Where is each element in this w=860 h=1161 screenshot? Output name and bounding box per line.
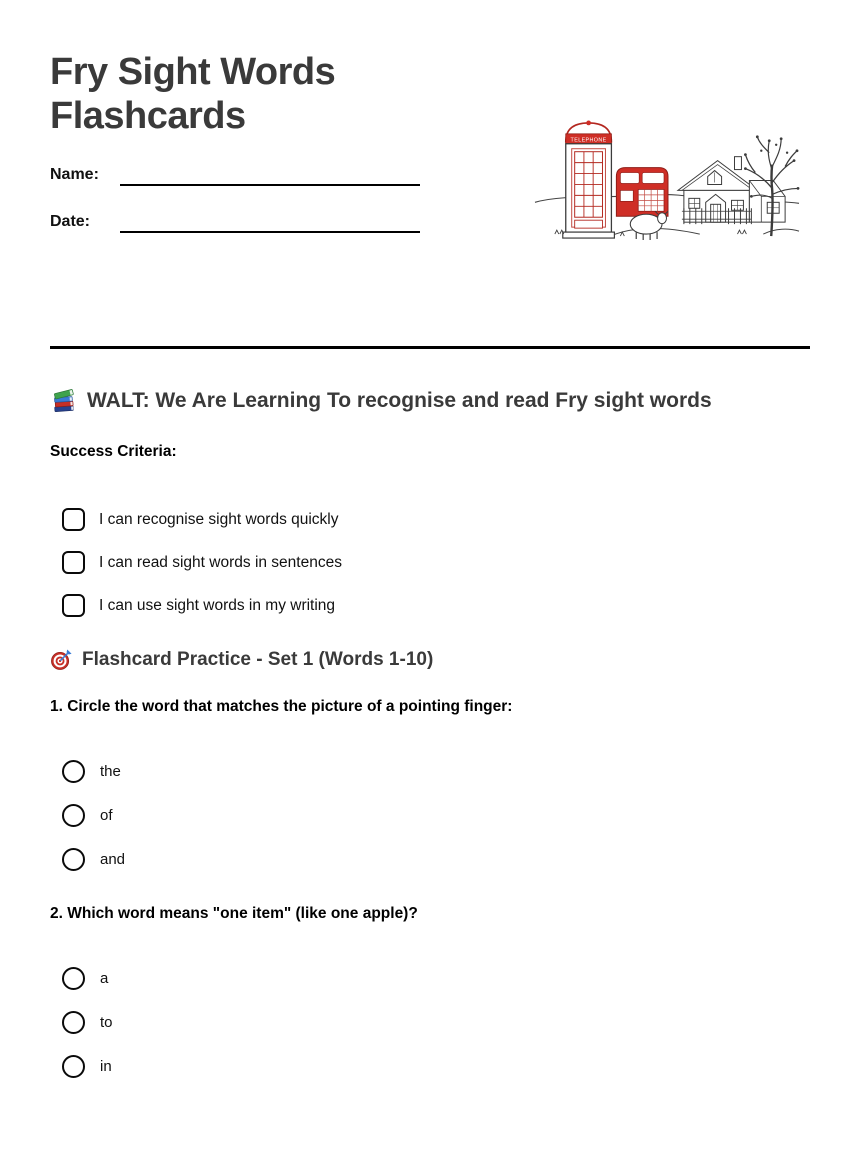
criteria-checkbox-2[interactable]: [62, 551, 85, 574]
telephone-sign-text: TELEPHONE: [570, 137, 607, 144]
telephone-box: [563, 121, 615, 239]
books-icon: [50, 387, 77, 414]
cottage-house: [678, 157, 785, 223]
q1-option-label-3: and: [100, 851, 126, 869]
name-label: Name:: [50, 166, 99, 184]
criteria-row: [62, 594, 810, 617]
option-row: [62, 848, 810, 871]
question-2-text: 2. Which word means "one item" (like one apple)?: [50, 905, 418, 923]
criteria-label-2: I can read sight words in sentences: [99, 553, 342, 571]
q1-option-label-1: the: [100, 763, 121, 781]
question-2-options: [62, 967, 810, 1078]
name-input-line[interactable]: [120, 164, 420, 186]
criteria-row: [62, 508, 810, 531]
q2-option-label-2: to: [100, 1014, 113, 1032]
q1-option-label-2: of: [100, 807, 113, 825]
option-row: [62, 804, 810, 827]
walt-heading: [50, 387, 810, 414]
red-bus: [616, 168, 668, 217]
section-divider: [50, 346, 810, 349]
name-field-row: [50, 164, 420, 186]
criteria-checkbox-3[interactable]: [62, 594, 85, 617]
village-scene-illustration: [533, 110, 801, 248]
option-row: [62, 1055, 810, 1078]
practice-heading-text: Flashcard Practice - Set 1 (Words 1-10): [82, 648, 434, 670]
walt-heading-text: WALT: We Are Learning To recognise and read Fry sight words: [87, 388, 712, 412]
criteria-label-3: I can use sight words in my writing: [99, 596, 336, 614]
date-input-line[interactable]: [120, 211, 420, 233]
q1-option-radio-1[interactable]: [62, 760, 85, 783]
criteria-checkbox-1[interactable]: [62, 508, 85, 531]
option-row: [62, 967, 810, 990]
q2-option-radio-1[interactable]: [62, 967, 85, 990]
q1-option-radio-3[interactable]: [62, 848, 85, 871]
option-row: [62, 1011, 810, 1034]
success-criteria-label: Success Criteria:: [50, 443, 177, 461]
date-field-row: [50, 211, 420, 233]
question-1-options: [62, 760, 810, 871]
criteria-row: [62, 551, 810, 574]
option-row: [62, 760, 810, 783]
q2-option-radio-2[interactable]: [62, 1011, 85, 1034]
q1-option-radio-2[interactable]: [62, 804, 85, 827]
q2-option-radio-3[interactable]: [62, 1055, 85, 1078]
target-dart-icon: [50, 648, 73, 671]
criteria-label-1: I can recognise sight words quickly: [99, 510, 339, 528]
success-criteria-list: [62, 508, 810, 617]
date-label: Date:: [50, 213, 91, 231]
q2-option-label-1: a: [100, 970, 109, 988]
page-title: Fry Sight Words Flashcards: [50, 51, 336, 138]
practice-heading: [50, 648, 810, 671]
question-1-text: 1. Circle the word that matches the picture of a pointing finger:: [50, 698, 513, 716]
q2-option-label-3: in: [100, 1058, 112, 1076]
